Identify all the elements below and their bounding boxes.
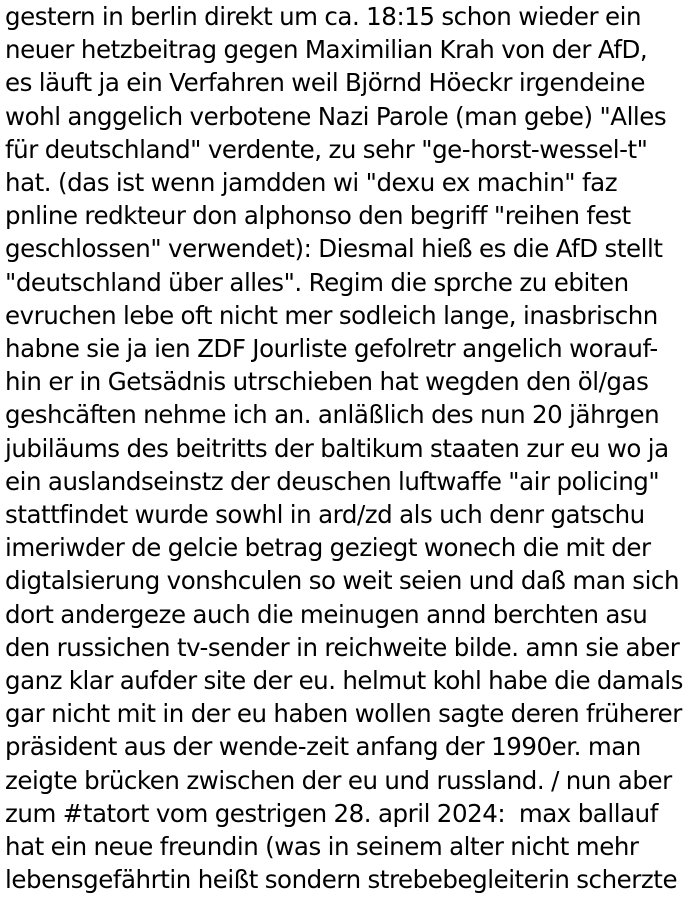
text-line: hat ein neue freundin (was in seinem alter nicht mehr <box>5 832 639 862</box>
text-line: geschlossen" verwendet): Diesmal hieß es die AfD stellt <box>5 234 663 264</box>
text-line: jubiläums des beitritts der baltikum staaten zur eu wo ja <box>5 433 669 463</box>
text-line: ein auslandseinstz der deuschen luftwaffe "air policing" <box>5 466 660 496</box>
text-line: "deutschland über alles". Regim die sprche zu ebiten <box>5 267 629 297</box>
text-line: hin er in Getsädnis utrschieben hat wegden den öl/gas <box>5 367 649 397</box>
text-line: digtalsierung vonshculen so weit seien und daß man sich <box>5 566 680 596</box>
text-line: gar nicht mit in der eu haben wollen sagte deren früherer <box>5 699 682 729</box>
text-line: zum #tatort vom gestrigen 28. april 2024: max ballauf <box>5 798 658 828</box>
document-text <box>5 0 683 896</box>
text-line: präsident aus der wende-zeit anfang der 1990er. man <box>5 732 641 762</box>
text-line: ganz klar aufder site der eu. helmut kohl habe die damals <box>5 666 683 696</box>
text-line: hat. (das ist wenn jamdden wi "dexu ex machin" faz <box>5 168 618 198</box>
text-line: lebensgefährtin heißt sondern strebebegleiterin scherzte <box>5 865 678 895</box>
text-line: stattfindet wurde sowhl in ard/zd als uch denr gatschu <box>5 500 645 530</box>
text-line: geshcäften nehme ich an. anläßlich des nun 20 jährgen <box>5 400 660 430</box>
text-line: neuer hetzbeitrag gegen Maximilian Krah von der AfD, <box>5 35 648 65</box>
text-line: gestern in berlin direkt um ca. 18:15 schon wieder ein <box>5 2 642 31</box>
text-line: für deutschland" verdente, zu sehr "ge-horst-wessel-t" <box>5 134 648 164</box>
text-line: imeriwder de gelcie betrag geziegt wonech die mit der <box>5 533 651 563</box>
text-line: habne sie ja ien ZDF Jourliste gefolretr angelich worauf- <box>5 334 658 364</box>
text-line: wohl anggelich verbotene Nazi Parole (man gebe) "Alles <box>5 101 667 131</box>
text-line: zeigte brücken zwischen der eu und russland. / nun aber <box>5 765 672 795</box>
text-line: evruchen lebe oft nicht mer sodleich lange, inasbrischn <box>5 300 658 330</box>
text-line: den russichen tv-sender in reichweite bilde. amn sie aber <box>5 632 680 662</box>
text-line: dort andergeze auch die meinugen annd berchten asu <box>5 599 648 629</box>
text-line: pnline redkteur don alphonso den begriff "reihen fest <box>5 201 631 231</box>
text-line: es läuft ja ein Verfahren weil Björnd Höeckr irgendeine <box>5 68 645 98</box>
